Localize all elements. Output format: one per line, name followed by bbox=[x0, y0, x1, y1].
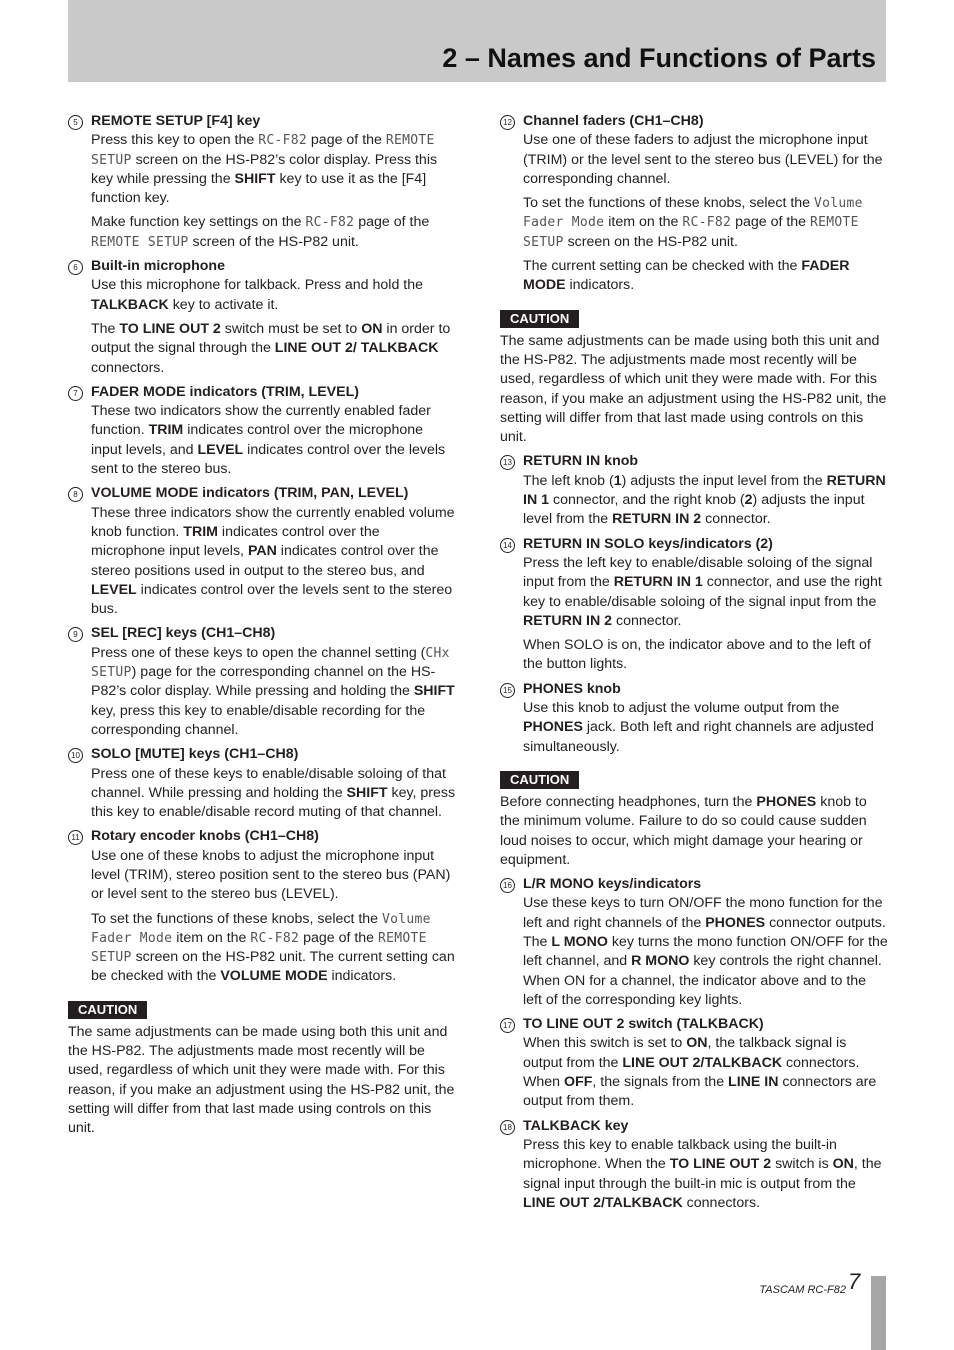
caution-block bbox=[500, 762, 888, 870]
item-solo-mute-keys bbox=[68, 745, 456, 822]
item-number: 17 bbox=[500, 1018, 515, 1033]
item-title: TO LINE OUT 2 switch (TALKBACK) bbox=[523, 1016, 764, 1033]
item-title: REMOTE SETUP [F4] key bbox=[91, 113, 261, 129]
item-number: 6 bbox=[68, 260, 83, 275]
left-column bbox=[68, 112, 456, 1144]
caution-block bbox=[500, 301, 888, 448]
right-column bbox=[500, 112, 888, 1218]
item-talkback-key bbox=[500, 1117, 888, 1213]
footer-brand: TASCAM RC-F82 bbox=[759, 1284, 846, 1296]
item-title: Channel faders (CH1–CH8) bbox=[523, 113, 704, 129]
item-title: L/R MONO keys/indicators bbox=[523, 876, 702, 893]
paragraph: Press this key to open the RC-F82 page of the REMOTE SETUP screen on the HS-P82’s color display. Press this key while pressing the SHIFT key to use it as the [F4] function key. bbox=[91, 132, 438, 207]
item-remote-setup-key bbox=[68, 112, 456, 252]
paragraph: Make function key settings on the RC-F82 page of the REMOTE SETUP screen of the HS-P82 unit. bbox=[91, 214, 430, 250]
item-fader-mode-indicators bbox=[68, 383, 456, 479]
item-volume-mode-indicators bbox=[68, 484, 456, 619]
item-title: SEL [REC] keys (CH1–CH8) bbox=[91, 625, 276, 642]
paragraph: Press this key to enable talkback using the built-in microphone. When the TO LINE OUT 2 switch is ON, the signal input through the built-in mic is output from the LINE OUT 2/TALKBACK connectors. bbox=[523, 1136, 882, 1211]
item-sel-rec-keys bbox=[68, 624, 456, 740]
item-number: 15 bbox=[500, 683, 515, 698]
caution-text: The same adjustments can be made using both this unit and the HS-P82. The adjustments made most recently will be used, regardless of which unit they were made with. For this reason, if you make an adjustment using the HS-P82 unit, the setting will differ from that last made using controls on this unit. bbox=[500, 332, 887, 446]
item-title: PHONES knob bbox=[523, 680, 621, 697]
item-return-in-knob bbox=[500, 452, 888, 529]
paragraph: When SOLO is on, the indicator above and to the left of the button lights. bbox=[523, 637, 871, 673]
caution-text: The same adjustments can be made using both this unit and the HS-P82. The adjustments made most recently will be used, regardless of which unit they were made with. For this reason, if you make an adjustment using the HS-P82 unit, the setting will differ from that last made using controls on this unit. bbox=[68, 1023, 455, 1137]
paragraph: These three indicators show the currently enabled volume knob function. TRIM indicates control over the microphone input levels, PAN indicates control over the stereo positions used in output to the stereo bus, and LEVEL indicates control over the levels sent to the stereo bus. bbox=[91, 504, 455, 618]
footer-bar bbox=[871, 1276, 886, 1350]
item-number: 10 bbox=[68, 748, 83, 763]
item-phones-knob bbox=[500, 680, 888, 757]
item-title: TALKBACK key bbox=[523, 1117, 629, 1134]
item-to-line-out-2-switch bbox=[500, 1015, 888, 1111]
caution-text: Before connecting headphones, turn the PHONES knob to the minimum volume. Failure to do so could cause sudden loud noises to occur, which might damage your hearing or equipment. bbox=[500, 793, 867, 868]
item-number: 18 bbox=[500, 1120, 515, 1135]
paragraph: Press the left key to enable/disable soloing of the signal input from the RETURN IN 1 connector, and use the right key to enable/disable soloing of the signal input from the RETURN IN 2 connector. bbox=[523, 554, 882, 629]
item-number: 12 bbox=[500, 115, 515, 130]
item-number: 7 bbox=[68, 386, 83, 401]
paragraph: Use one of these faders to adjust the microphone input (TRIM) or the level sent to the stereo bus (LEVEL) for the corresponding channel. bbox=[523, 132, 883, 187]
paragraph: The TO LINE OUT 2 switch must be set to ON in order to output the signal through the LINE OUT 2/ TALKBACK connectors. bbox=[91, 320, 451, 376]
page-title: 2 – Names and Functions of Parts bbox=[442, 43, 876, 73]
paragraph: Use this microphone for talkback. Press and hold the TALKBACK key to activate it. bbox=[91, 277, 423, 313]
item-return-in-solo-keys bbox=[500, 535, 888, 675]
item-title: Built-in microphone bbox=[91, 258, 225, 275]
item-title: RETURN IN SOLO keys/indicators (2) bbox=[523, 535, 773, 552]
paragraph: When this switch is set to ON, the talkback signal is output from the LINE OUT 2/TALKBACK connectors. When OFF, the signals from the LINE IN connectors are output from them. bbox=[523, 1035, 877, 1110]
item-number: 8 bbox=[68, 487, 83, 502]
item-title: SOLO [MUTE] keys (CH1–CH8) bbox=[91, 746, 299, 763]
item-rotary-encoder-knobs bbox=[68, 827, 456, 986]
paragraph: The left knob (1) adjusts the input level from the RETURN IN 1 connector, and the right knob (2) adjusts the input level from the RETURN IN 2 connector. bbox=[523, 472, 886, 528]
paragraph: Press one of these keys to open the channel setting (CHx SETUP) page for the corresponding channel on the HS-P82’s color display. While pressing and holding the SHIFT key, press this key to enable/disable recording for the corresponding channel. bbox=[91, 644, 455, 738]
item-channel-faders bbox=[500, 112, 888, 296]
paragraph: The current setting can be checked with the FADER MODE indicators. bbox=[523, 258, 850, 294]
paragraph: These two indicators show the currently enabled fader function. TRIM indicates control over the microphone input levels, and LEVEL indicates control over the levels sent to the stereo bus. bbox=[91, 403, 446, 478]
item-title: RETURN IN knob bbox=[523, 453, 639, 470]
paragraph: Use one of these knobs to adjust the microphone input level (TRIM), stereo position sent to the stereo bus (PAN) or level sent to the stereo bus (LEVEL). bbox=[91, 847, 451, 903]
item-title: VOLUME MODE indicators (TRIM, PAN, LEVEL) bbox=[91, 485, 409, 502]
caution-block bbox=[68, 992, 456, 1139]
item-number: 5 bbox=[68, 115, 83, 130]
header-band bbox=[68, 0, 886, 82]
item-built-in-microphone bbox=[68, 257, 456, 378]
caution-label: CAUTION bbox=[68, 1001, 147, 1019]
item-title: FADER MODE indicators (TRIM, LEVEL) bbox=[91, 383, 359, 400]
paragraph: Press one of these keys to enable/disable soloing of that channel. While pressing and holding the SHIFT key, press this key to enable/disable record muting of that channel. bbox=[91, 765, 456, 821]
page-number: 7 bbox=[848, 1269, 861, 1294]
item-number: 9 bbox=[68, 627, 83, 642]
item-number: 16 bbox=[500, 878, 515, 893]
item-title: Rotary encoder knobs (CH1–CH8) bbox=[91, 828, 319, 845]
paragraph: Use these keys to turn ON/OFF the mono function for the left and right channels of the PHONES connector outputs. The L MONO key turns the mono function ON/OFF for the left channel, and R MONO key controls the right channel. When ON for a channel, the indicator above and to the left of the corresponding key lights. bbox=[523, 895, 888, 1008]
item-number: 13 bbox=[500, 455, 515, 470]
caution-label: CAUTION bbox=[500, 771, 579, 789]
paragraph: To set the functions of these knobs, select the Volume Fader Mode item on the RC-F82 page of the REMOTE SETUP screen on the HS-P82 unit. The current setting can be checked with the VOLUME MODE indicators. bbox=[91, 910, 455, 985]
item-lr-mono-keys bbox=[500, 875, 888, 1010]
item-number: 14 bbox=[500, 538, 515, 553]
paragraph: To set the functions of these knobs, select the Volume Fader Mode item on the RC-F82 page of the REMOTE SETUP screen on the HS-P82 unit. bbox=[523, 195, 863, 250]
paragraph: Use this knob to adjust the volume output from the PHONES jack. Both left and right channels are adjusted simultaneously. bbox=[523, 700, 874, 755]
item-number: 11 bbox=[68, 830, 83, 845]
caution-label: CAUTION bbox=[500, 310, 579, 328]
